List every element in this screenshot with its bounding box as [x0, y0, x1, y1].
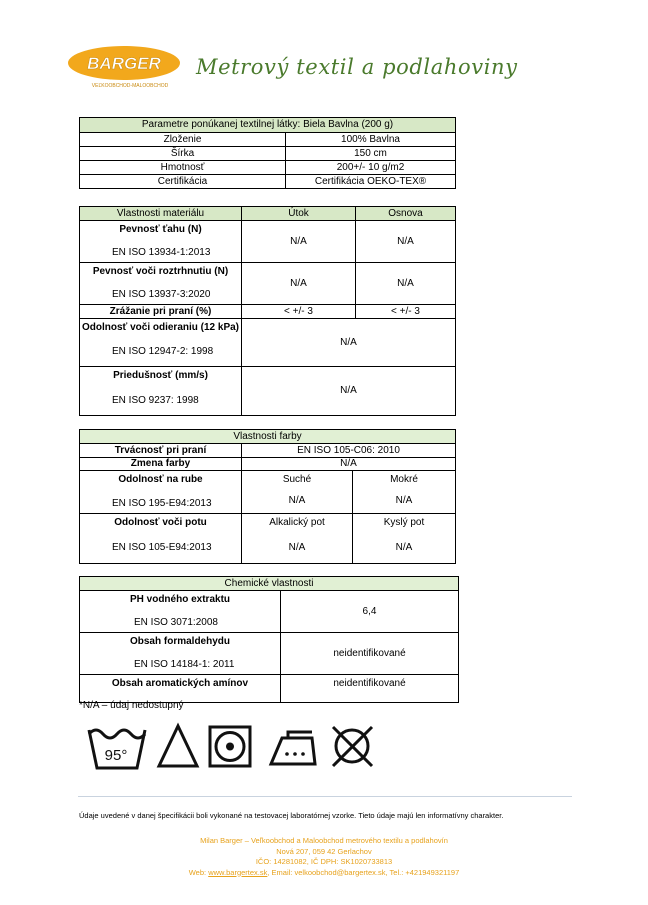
- chemical-table: [79, 576, 459, 703]
- formaldehyde-value: neidentifikované: [281, 633, 459, 675]
- material-table: [79, 206, 456, 416]
- sweat-label: Odolnosť voči potu: [114, 517, 207, 528]
- breath-standard: EN ISO 9237: 1998: [112, 395, 199, 406]
- formaldehyde-label: Obsah formaldehydu: [129, 636, 230, 647]
- bleach-triangle-icon: [159, 726, 197, 766]
- amines-label: Obsah aromatických amínov: [80, 675, 281, 703]
- sweat-alkaline-cell: [242, 514, 353, 564]
- sweat-standard: EN ISO 105-E94:2013: [112, 542, 212, 553]
- param-value: 150 cm: [286, 147, 456, 161]
- barger-logo: [62, 43, 182, 93]
- web-prefix: Web:: [188, 867, 207, 877]
- ph-standard: EN ISO 3071:2008: [134, 617, 218, 628]
- shrink-utok: < +/- 3: [242, 305, 356, 319]
- rub-dry-value: N/A: [288, 495, 306, 506]
- ph-cell: [80, 591, 281, 633]
- abrasion-cell: [80, 319, 242, 367]
- rub-cell: [80, 471, 242, 514]
- footer-ids: IČO: 14281082, IČ DPH: SK1020733813: [255, 857, 393, 866]
- disclaimer: Údaje uvedené v danej špecifikácii boli vykonané na testovacej laboratórnej vzorke. Tieto údaje majú len informatívny charakter.: [79, 811, 504, 820]
- footer-company: Milan Barger – Veľkoobchod a Maloobchod metrového textilu a podlahovín: [200, 836, 448, 845]
- param-label: Zloženie: [80, 133, 286, 147]
- amines-value: neidentifikované: [281, 675, 459, 703]
- rub-wet-header: Mokré: [390, 474, 418, 485]
- formaldehyde-standard: EN ISO 14184-1: 2011: [134, 659, 235, 670]
- tensile-cell: [80, 221, 242, 263]
- footer-address: Nová 207, 059 42 Gerlachov: [276, 846, 372, 856]
- tear-osnova: N/A: [356, 263, 456, 305]
- rub-wet-value: N/A: [395, 495, 413, 506]
- no-dry-clean-icon: [333, 727, 372, 766]
- wash-95-icon: [89, 730, 145, 768]
- tensile-standard: EN ISO 13934-1:2013: [112, 247, 211, 258]
- divider: [78, 796, 572, 797]
- color-title: Vlastnosti farby: [80, 430, 456, 444]
- breath-cell: [80, 367, 242, 416]
- wash-temperature: 95°: [104, 747, 128, 764]
- wash-label: Trvácnosť pri praní: [80, 444, 242, 458]
- email-prefix: , Email:: [267, 867, 293, 877]
- param-label: Hmotnosť: [80, 161, 286, 175]
- formaldehyde-cell: [80, 633, 281, 675]
- footer: [0, 836, 648, 878]
- na-note: *N/A – údaj nedostupný: [79, 700, 184, 711]
- sweat-alkaline-header: Alkalický pot: [269, 517, 325, 528]
- ph-value: 6,4: [281, 591, 459, 633]
- tear-cell: [80, 263, 242, 305]
- parameters-table: [79, 117, 456, 189]
- tensile-osnova: N/A: [356, 221, 456, 263]
- iron-icon: [271, 732, 315, 764]
- rub-dry-cell: [242, 471, 353, 514]
- footer-phone: , Tel.: +421949321197: [385, 867, 460, 877]
- osnova-header: Osnova: [356, 207, 456, 221]
- tear-standard: EN ISO 13937-3:2020: [112, 289, 211, 300]
- material-header: Vlastnosti materiálu: [80, 207, 242, 221]
- website-link[interactable]: www.bargertex.sk: [208, 867, 268, 877]
- sweat-acid-value: N/A: [395, 542, 413, 553]
- logo-subtext: VEĽKOOBCHOD-MALOOBCHOD: [91, 83, 169, 89]
- utok-header: Útok: [242, 207, 356, 221]
- logo-text: BARGER: [87, 54, 161, 73]
- sweat-acid-cell: [353, 514, 456, 564]
- abrasion-label: Odolnosť voči odieraniu (12 kPa): [81, 322, 240, 333]
- sweat-alkaline-value: N/A: [288, 542, 306, 553]
- care-symbols: [86, 720, 386, 772]
- param-value: 100% Bavlna: [286, 133, 456, 147]
- tensile-label: Pevnosť ťahu (N): [119, 224, 202, 235]
- sweat-acid-header: Kyslý pot: [383, 517, 425, 528]
- tear-label: Pevnosť voči roztrhnutiu (N): [92, 266, 229, 277]
- param-label: Šírka: [80, 147, 286, 161]
- tear-utok: N/A: [242, 263, 356, 305]
- footer-contact: [0, 868, 648, 879]
- breath-value: N/A: [242, 367, 456, 416]
- rub-dry-header: Suché: [282, 474, 312, 485]
- tumble-dry-icon: [210, 727, 250, 766]
- param-value: Certifikácia OEKO-TEX®: [286, 175, 456, 189]
- rub-label: Odolnosť na rube: [118, 474, 203, 485]
- tensile-utok: N/A: [242, 221, 356, 263]
- param-label: Certifikácia: [80, 175, 286, 189]
- shrink-label: Zrážanie pri praní (%): [80, 305, 242, 319]
- page-title: Metrový textil a podlahoviny: [196, 55, 518, 79]
- color-table: [79, 429, 456, 564]
- abrasion-standard: EN ISO 12947-2: 1998: [112, 346, 214, 357]
- change-value: N/A: [242, 458, 456, 471]
- ph-label: PH vodného extraktu: [129, 594, 231, 605]
- change-label: Zmena farby: [80, 458, 242, 471]
- abrasion-value: N/A: [242, 319, 456, 367]
- wash-value: EN ISO 105-C06: 2010: [242, 444, 456, 458]
- shrink-osnova: < +/- 3: [356, 305, 456, 319]
- rub-wet-cell: [353, 471, 456, 514]
- rub-standard: EN ISO 195-E94:2013: [112, 498, 212, 509]
- chemical-title: Chemické vlastnosti: [80, 577, 459, 591]
- sweat-cell: [80, 514, 242, 564]
- parameters-title: Parametre ponúkanej textilnej látky: Biela Bavlna (200 g): [80, 118, 456, 133]
- param-value: 200+/- 10 g/m2: [286, 161, 456, 175]
- breath-label: Priedušnosť (mm/s): [113, 370, 208, 381]
- email-link[interactable]: velkoobchod@bargertex.sk: [294, 867, 386, 877]
